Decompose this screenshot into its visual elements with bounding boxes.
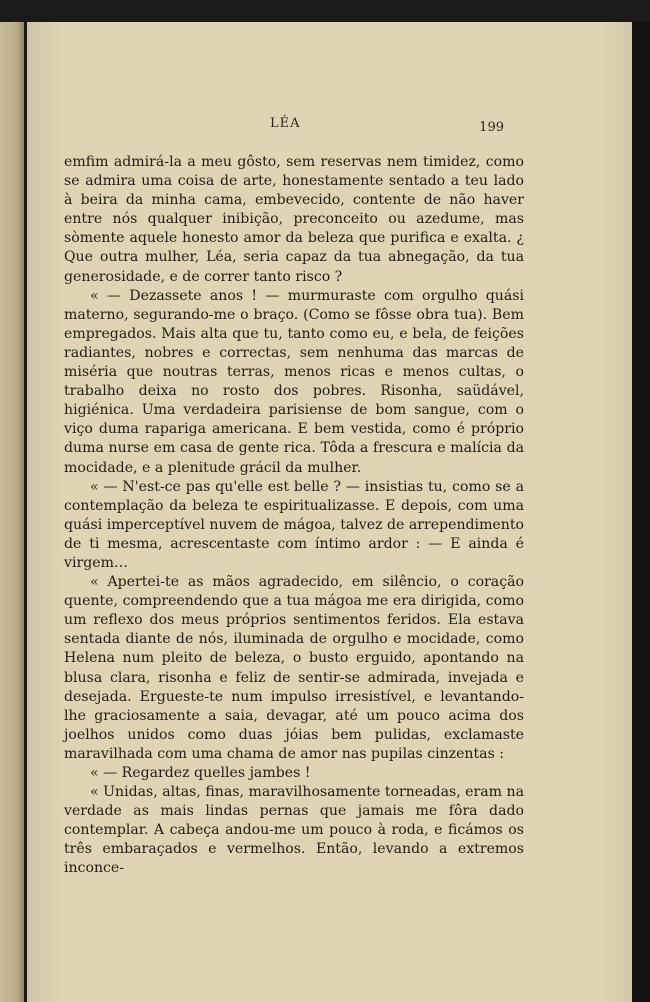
facing-page-edge: [0, 22, 24, 1002]
paragraph: « Unidas, altas, finas, maravilhosamente torneadas, eram na verdade as mais lindas pernas que jamais me fôra dado contemplar. A cabeça andou-me um pouco à roda, e ficámos os três embaraçados e vermelhos. Então, levando a extremos inconce-: [64, 784, 524, 877]
paragraph: « Apertei-te as mãos agradecido, em silêncio, o coração quente, compreendendo que a tua mágoa me era dirigida, como um reflexo dos meus próprios sentimentos feridos. Ela estava sentada diante de nós, iluminada de orgulho e mocidade, como Helena num pleito de beleza, o busto erguido, apontando na blusa clara, risonha e feliz de sentir-se admirada, invejada e desejada. Ergueste-te num impulso irresistível, e levantando-lhe graciosamente a saia, devagar, até um pouco acima dos joelhos unidos como duas jóias bem pulidas, exclamaste maravilhada com uma chama de amor nas pupilas cinzentas :: [64, 574, 524, 762]
page-header: [27, 114, 632, 134]
scan-background: [632, 22, 650, 1002]
running-title: LÉA: [270, 116, 301, 131]
paragraph: « — N'est-ce pas qu'elle est belle ? — insistias tu, como se a contemplação da beleza te espiritualizasse. E depois, com uma quási imperceptível nuvem de mágoa, talvez de arrependimento de ti mesma, acrescentaste com íntimo ardor : — E ainda é virgem…: [64, 478, 524, 571]
paragraph: « — Regardez quelles jambes !: [90, 765, 311, 781]
paragraph: emfim admirá-la a meu gôsto, sem reservas nem timidez, como se admira uma coisa de arte, honestamente sentado a teu lado à beira da minha cama, embevecido, contente de não haver entre nós qualquer inibição, preconceito ou azedume, mas sòmente aquele honesto amor da beleza que purifica e exalta. ¿ Que outra mulher, Léa, seria capaz da tua abnegação, da tua generosidade, e de correr tanto risco ?: [64, 154, 524, 285]
body-text: [64, 153, 524, 879]
book-page: [27, 22, 632, 1002]
page-number: 199: [479, 120, 504, 135]
paragraph: « — Dezassete anos ! — murmuraste com orgulho quási materno, segurando-me o braço. (Como se fôsse obra tua). Bem empregados. Mais alta que tu, tanto como eu, e bela, de feições radiantes, nobres e correctas, sem nenhuma das marcas de miséria que noutras terras, menos ricas e menos cultas, o trabalho deixa no rosto dos pobres. Risonha, saüdável, higiénica. Uma verdadeira parisiense de bom sangue, com o viço duma rapariga americana. E bem vestida, como é próprio duma nurse em casa de gente rica. Tôda a frescura e malícia da mocidade, e a plenitude grácil da mulher.: [64, 287, 524, 476]
